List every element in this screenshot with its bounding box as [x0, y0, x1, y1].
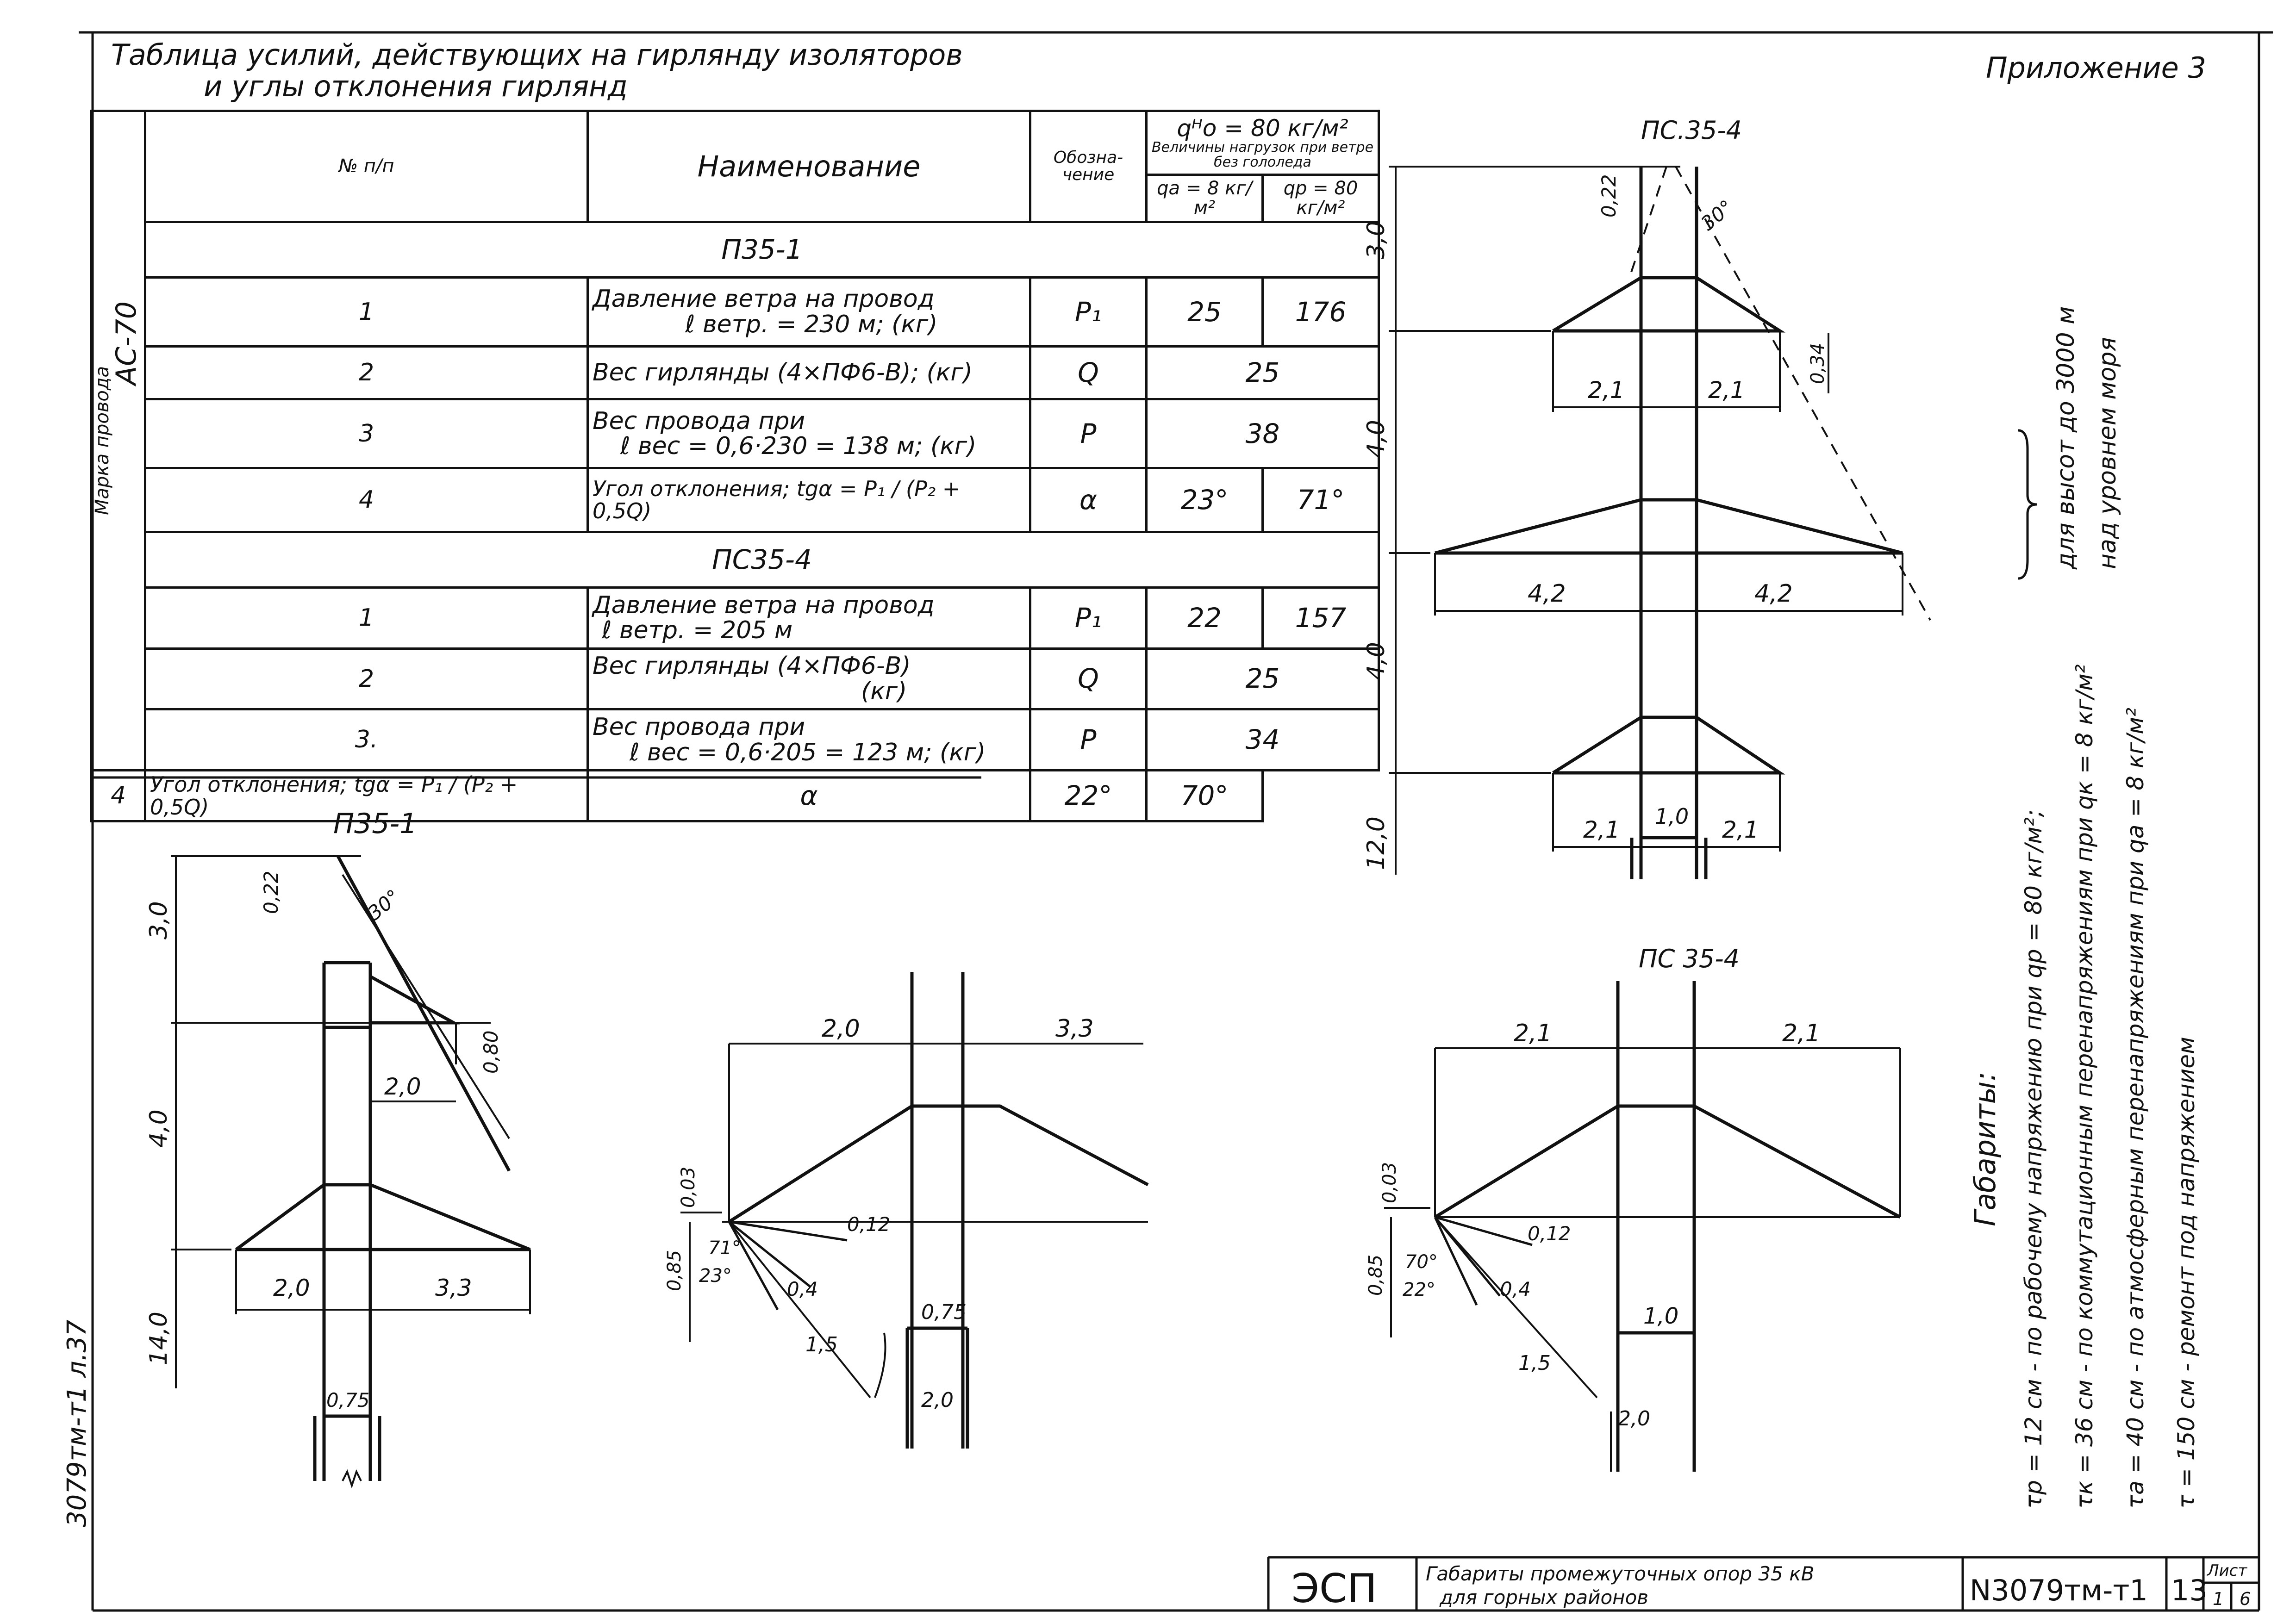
row-name [588, 648, 1030, 709]
dim-p351-022: 0,22 [260, 871, 282, 914]
notes-brace [2018, 430, 2037, 578]
titleblock-code: N3079тм-т1 [1970, 1573, 2148, 1607]
row-name-line1: Давление ветра на провод [593, 285, 935, 313]
dim-p351-20-lower: 2,0 [273, 1275, 310, 1301]
appendix-label: Приложение 3 [1986, 51, 2206, 85]
notes-line-1: τр = 12 см - по рабочему напряжению при qр = 80 кг/м²; [2020, 809, 2047, 1509]
dim-swing-20: 2,0 [822, 1015, 860, 1043]
notes-line-4: τ = 150 см - ремонт под напряжением [2173, 1037, 2200, 1509]
tower-ps354-top-title: ПС.35-4 [1641, 116, 1742, 145]
group-title: П35-1 [145, 222, 1379, 277]
dim-ps354-top-034: 0,34 [1807, 342, 1828, 384]
dim-p351-height-40: 4,0 [145, 1109, 173, 1148]
table-row [92, 709, 1379, 771]
dim-swing-075: 0,75 [921, 1300, 967, 1324]
col-qr-header: qр = 80 кг/м² [1263, 174, 1379, 222]
table-row [92, 346, 1379, 399]
dim-ps354-top-30: 3,0 [1362, 221, 1390, 259]
col-name-header: Наименование [588, 111, 1030, 222]
row-value-qa: 22 [1147, 587, 1263, 648]
titleblock-desc-line2: для горных районов [1440, 1586, 1649, 1609]
tower-ps354-top-dimlines [1389, 167, 1930, 875]
row-symbol: α [588, 771, 1030, 821]
row-value-qa: 22° [1030, 771, 1147, 821]
dim-ps354-bot-70: 70° [1405, 1251, 1438, 1273]
titleblock-sheet-num: 1 [2213, 1589, 2224, 1609]
row-symbol: P [1030, 399, 1147, 468]
dim-ps354-top-120: 12,0 [1362, 816, 1390, 870]
titleblock-section: 13 [2171, 1573, 2208, 1607]
loads-caption: Величины нагрузок при ветре без гололеда [1151, 139, 1374, 170]
notes-brace-line2: над уровнем моря [2094, 337, 2121, 569]
row-name-line2: ℓ ветр. = 230 м; (кг) [685, 311, 938, 339]
row-name-line2: ℓ ветр. = 205 м [602, 616, 793, 645]
row-num: 4 [92, 771, 145, 821]
notes-line-2: τк = 36 см - по коммутационным перенапряжениям при qк = 8 кг/м² [2071, 664, 2098, 1509]
row-name: Вес гирлянды (4×ПФ6-В); (кг) [588, 346, 1030, 399]
dim-swing-71: 71° [708, 1237, 741, 1259]
row-value-qr: 71° [1263, 468, 1379, 532]
dim-swing-15: 1,5 [805, 1333, 838, 1356]
row-num: 3. [145, 709, 588, 771]
notes-brace-line1: для высот до 3000 м [2052, 306, 2080, 569]
titleblock-sheet-total: 6 [2240, 1589, 2251, 1609]
row-name-line1: Вес гирлянды (4×ПФ6-В) [593, 652, 911, 680]
row-num: 1 [145, 587, 588, 648]
loads-header-cell [1147, 111, 1379, 175]
row-name-line2: (кг) [861, 677, 907, 705]
dim-swing-012: 0,12 [847, 1213, 891, 1236]
row-value-merged: 25 [1147, 346, 1379, 399]
dim-swing-23: 23° [699, 1265, 732, 1287]
dim-ps354-bot-085: 0,85 [1365, 1254, 1386, 1296]
dim-ps354-top-42b: 4,2 [1754, 580, 1793, 608]
dim-ps354-bot-15: 1,5 [1518, 1351, 1551, 1375]
row-name [588, 278, 1030, 347]
row-symbol: Q [1030, 648, 1147, 709]
row-name-line2: ℓ вес = 0,6·230 = 138 м; (кг) [620, 432, 977, 460]
titleblock-sheet-label: Лист [2207, 1561, 2247, 1580]
tower-p351-drawing [236, 856, 530, 1486]
dim-p351-angle-30: 30° [363, 885, 405, 925]
dim-ps354-top-42a: 4,2 [1528, 580, 1566, 608]
row-num: 2 [145, 648, 588, 709]
dim-swing-04: 0,4 [787, 1278, 818, 1300]
col-qa-header: qa = 8 кг/м² [1147, 174, 1263, 222]
row-num: 2 [145, 346, 588, 399]
table-row [92, 648, 1379, 709]
row-symbol: α [1030, 468, 1147, 532]
dim-ps354-top-40a: 4,0 [1362, 420, 1390, 458]
wire-mark-header: Марка провода [92, 366, 113, 516]
dim-ps354-top-21c: 2,1 [1583, 816, 1620, 843]
table-row [92, 771, 1379, 821]
table-header-row [92, 111, 1379, 175]
dim-p351-080: 0,80 [480, 1030, 502, 1074]
table-group-row [92, 222, 1379, 277]
col-symbol-header: Обозна-чение [1030, 111, 1147, 222]
notes-heading: Габариты: [1968, 1071, 2002, 1226]
row-value-qr: 70° [1147, 771, 1263, 821]
row-name: Угол отклонения; tgα = P₁ / (P₂ + 0,5Q) [588, 468, 1030, 532]
table-row [92, 399, 1379, 468]
dim-p351-height-30: 3,0 [145, 901, 173, 939]
dim-ps354-bot-22: 22° [1403, 1279, 1435, 1300]
swing-ps354-title: ПС 35-4 [1639, 944, 1740, 973]
row-name-line1: Давление ветра на провод [593, 591, 935, 619]
page-title-line1: Таблица усилий, действующих на гирлянду изоляторов [111, 38, 963, 72]
dim-ps354-bot-04: 0,4 [1500, 1278, 1531, 1300]
dim-p351-075: 0,75 [326, 1389, 370, 1412]
side-note: 3079тм-т1 л.37 [62, 1319, 92, 1527]
dim-ps354-bot-012: 0,12 [1528, 1222, 1571, 1245]
dim-ps354-top-21a: 2,1 [1588, 377, 1625, 404]
row-symbol: P₁ [1030, 587, 1147, 648]
notes-line-3: τа = 40 см - по атмосферным перенапряжениям при qа = 8 кг/м² [2122, 708, 2149, 1509]
col-num-header: № п/п [145, 111, 588, 222]
row-name [588, 399, 1030, 468]
loads-table [90, 110, 1380, 822]
row-name [588, 709, 1030, 771]
group-title: ПС35-4 [145, 532, 1379, 587]
row-value-qa: 25 [1147, 278, 1263, 347]
row-num: 1 [145, 278, 588, 347]
table-row [92, 468, 1379, 532]
row-name [588, 587, 1030, 648]
titleblock-org: ЭСП [1292, 1566, 1377, 1612]
dim-ps354-bot-003: 0,03 [1379, 1162, 1400, 1203]
row-value-merged: 25 [1147, 648, 1379, 709]
tower-p351-title: П35-1 [333, 808, 418, 840]
dim-ps354-bot-10: 1,0 [1643, 1303, 1679, 1329]
row-value-qr: 176 [1263, 278, 1379, 347]
table-group-row [92, 532, 1379, 587]
titleblock-desc-line1: Габариты промежуточных опор 35 кВ [1426, 1562, 1815, 1585]
wire-mark-value: АС-70 [110, 301, 143, 386]
dim-p351-20-upper: 2,0 [384, 1073, 421, 1100]
row-value-merged: 34 [1147, 709, 1379, 771]
row-symbol: P₁ [1030, 278, 1147, 347]
row-name-line2: ℓ вес = 0,6·205 = 123 м; (кг) [630, 738, 986, 766]
dim-ps354-top-022: 0,22 [1597, 174, 1620, 218]
row-value-qr: 157 [1263, 587, 1379, 648]
row-symbol: Q [1030, 346, 1147, 399]
dim-swing-20-lower: 2,0 [921, 1388, 954, 1412]
dim-ps354-bot-21a: 2,1 [1514, 1020, 1552, 1047]
row-value-qa: 23° [1147, 468, 1263, 532]
row-name-line1: Вес провода при [593, 407, 805, 435]
dim-ps354-top-21b: 2,1 [1708, 377, 1745, 404]
row-name-line1: Вес провода при [593, 713, 805, 741]
dim-ps354-bot-21b: 2,1 [1782, 1020, 1821, 1047]
pressure-header: qᴴo = 80 кг/м² [1177, 114, 1348, 142]
dim-ps354-bot-20: 2,0 [1618, 1407, 1650, 1430]
page-title-line2: и углы отклонения гирлянд [204, 69, 628, 103]
dim-ps354-top-10: 1,0 [1655, 804, 1689, 829]
dim-ps354-top-angle-30: 30° [1696, 195, 1738, 235]
row-num: 4 [145, 468, 588, 532]
row-value-merged: 38 [1147, 399, 1379, 468]
row-num: 3 [145, 399, 588, 468]
dim-swing-33: 3,3 [1055, 1015, 1094, 1043]
row-symbol: P [1030, 709, 1147, 771]
swing-diagram-ps354 [1435, 981, 1900, 1472]
col-wire-mark [92, 111, 145, 771]
dim-swing-085: 0,85 [664, 1250, 685, 1291]
dim-p351-33: 3,3 [435, 1275, 472, 1301]
row-name: Угол отклонения; tgα = P₁ / (P₂ + 0,5Q) [145, 771, 588, 821]
table-row [92, 278, 1379, 347]
dim-p351-height-140: 14,0 [145, 1312, 173, 1365]
dim-ps354-top-40b: 4,0 [1362, 642, 1390, 680]
dim-ps354-top-21d: 2,1 [1722, 816, 1759, 843]
table-row [92, 587, 1379, 648]
dim-swing-003: 0,03 [678, 1166, 699, 1208]
tower-p351-dimlines [171, 856, 530, 1416]
